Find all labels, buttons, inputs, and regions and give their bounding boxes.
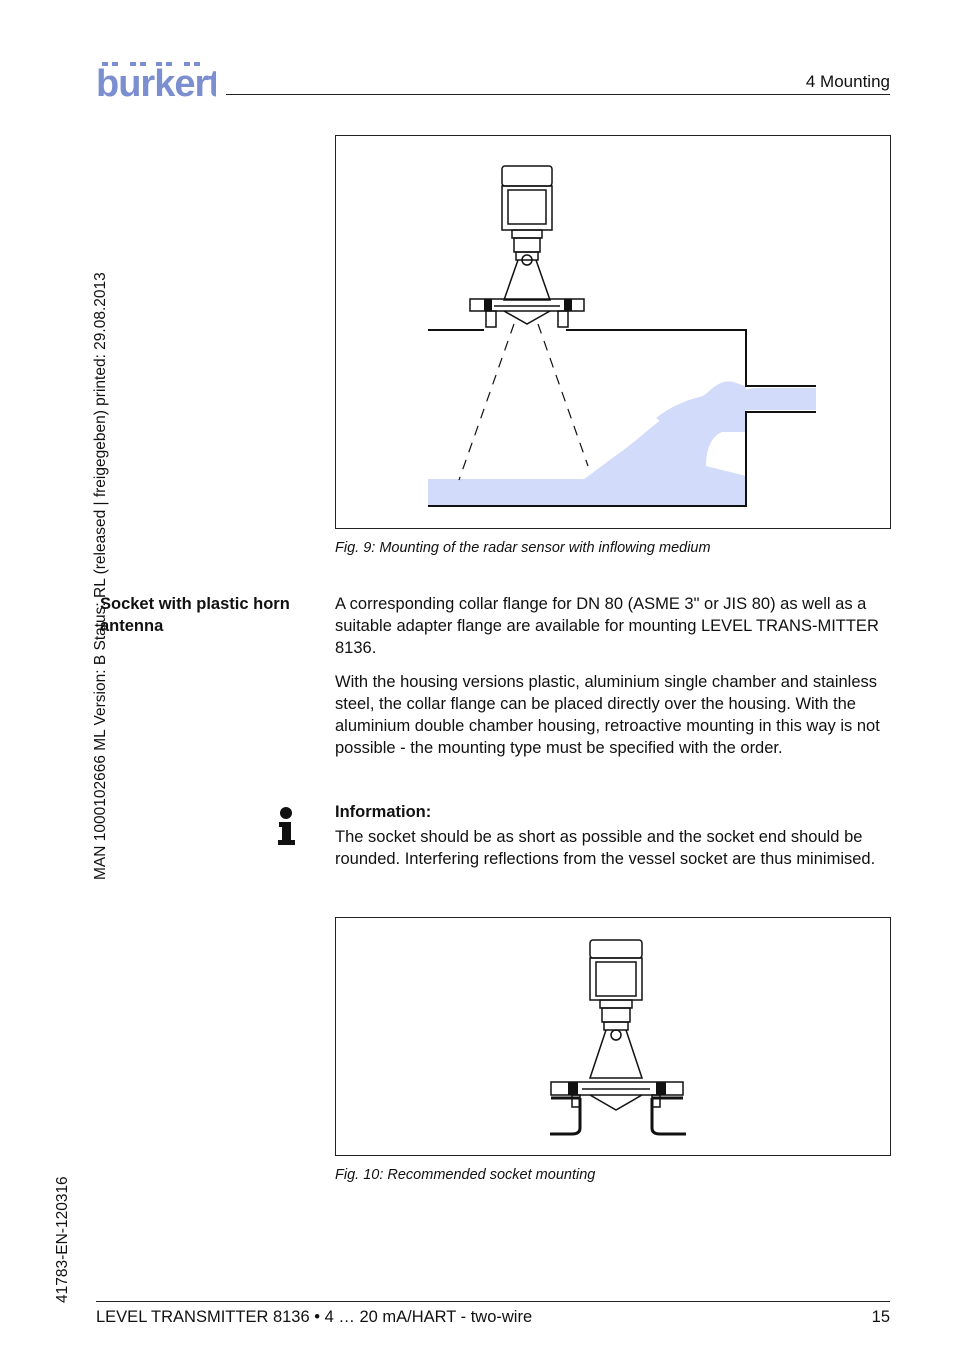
figure-9-caption: Fig. 9: Mounting of the radar sensor with inflowing medium [335, 540, 711, 556]
figure-10-drawing [336, 918, 890, 1155]
page-number: 15 [871, 1308, 890, 1326]
doc-code-vertical: 41783-EN-120316 [54, 1176, 71, 1303]
burkert-logo [96, 60, 216, 100]
paragraph-2: With the housing versions plastic, aluminium single chamber and stainless steel, the collar flange can be placed directly over the housing. With the aluminium double chamber housing, retroactive mounting in this way is not possible - the mounting type must be specified with the order. [335, 673, 880, 757]
info-text: The socket should be as short as possible and the socket end should be rounded. Interfering reflections from the vessel socket are thus minimised. [335, 828, 876, 868]
header-rule [226, 94, 890, 95]
paragraph-1: A corresponding collar flange for DN 80 (ASME 3" or JIS 80) as well as a suitable adapter flange are available for mounting LEVEL TRANS-MITTER 8136. [335, 595, 879, 657]
info-icon [276, 806, 298, 846]
figure-9-drawing [336, 136, 890, 528]
figure-9-frame [335, 135, 891, 529]
section-heading: Socket with plastic horn antenna [100, 595, 290, 635]
svg-text:burkert: burkert [96, 63, 216, 100]
figure-10-frame [335, 917, 891, 1156]
section-label: 4 Mounting [805, 72, 890, 91]
info-heading: Information: [335, 803, 432, 821]
figure-10-caption: Fig. 10: Recommended socket mounting [335, 1167, 596, 1183]
doc-status-vertical: MAN 1000102666 ML Version: B Status: RL (released | freigegeben) printed: 29.08.2013 [92, 272, 109, 880]
footer-title: LEVEL TRANSMITTER 8136 • 4 … 20 mA/HART - two-wire [96, 1308, 533, 1326]
footer-rule [96, 1301, 890, 1302]
